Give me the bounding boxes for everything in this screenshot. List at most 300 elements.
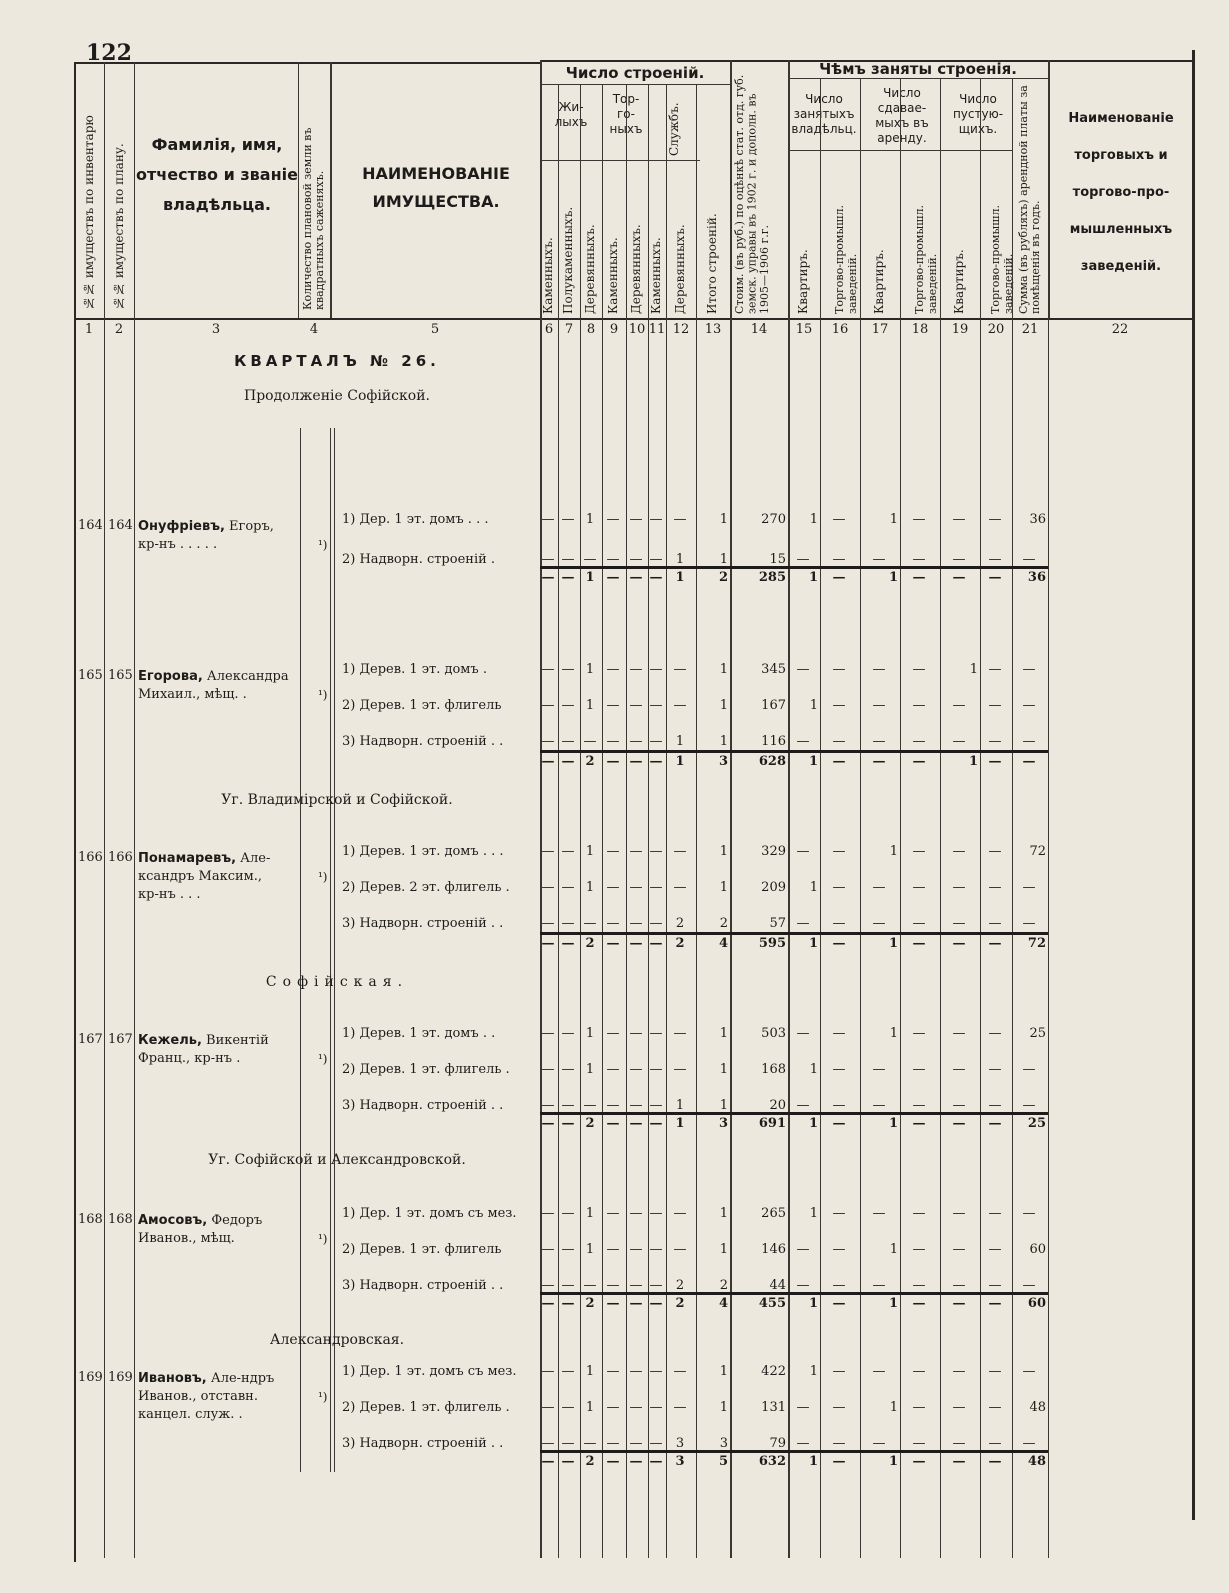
cell-col17: — bbox=[872, 1062, 886, 1077]
rule bbox=[602, 84, 603, 318]
cell-col14: 131 bbox=[761, 1400, 786, 1415]
cell-col11: — bbox=[649, 1296, 663, 1311]
cell-col18: — bbox=[912, 662, 926, 677]
cell-col18: — bbox=[912, 570, 926, 585]
item-label: 3) Надворн. строеній . . bbox=[342, 1278, 504, 1293]
cell-col7: — bbox=[561, 1062, 575, 1077]
sub-service-header: Службъ. bbox=[667, 102, 681, 156]
cell-col12: 1 bbox=[675, 754, 685, 769]
cell-col11: — bbox=[649, 1098, 663, 1113]
rule bbox=[134, 62, 135, 318]
cell-col8: 1 bbox=[585, 512, 595, 527]
cell-col20: — bbox=[988, 844, 1002, 859]
cell-col15: — bbox=[796, 1278, 810, 1293]
cell-col14: 503 bbox=[761, 1026, 786, 1041]
cell-col13: 1 bbox=[719, 1026, 728, 1041]
cell-col13: 1 bbox=[719, 698, 728, 713]
cell-col9: — bbox=[606, 1062, 620, 1077]
cell-col17: — bbox=[872, 1436, 886, 1451]
cell-col14: 265 bbox=[761, 1206, 786, 1221]
cell-col16: — bbox=[832, 916, 846, 931]
cell-col14: 285 bbox=[758, 570, 786, 585]
cell-col6: — bbox=[541, 880, 555, 895]
cell-col12: 1 bbox=[675, 734, 685, 749]
rule bbox=[626, 84, 627, 318]
cell-col8: 1 bbox=[585, 1062, 595, 1077]
owner-name bbox=[138, 1370, 298, 1424]
cell-col8: 1 bbox=[585, 662, 595, 677]
cell-col6: — bbox=[541, 1436, 555, 1451]
cell-col16: — bbox=[832, 698, 846, 713]
cell-col14: 209 bbox=[761, 880, 786, 895]
cell-col19: 1 bbox=[968, 754, 978, 769]
inventory-number: 165 bbox=[78, 668, 103, 683]
cell-col12: 3 bbox=[675, 1436, 685, 1451]
cell-col7: — bbox=[561, 570, 575, 585]
cell-col7: — bbox=[561, 936, 575, 951]
owner-surname: Кежель, bbox=[138, 1033, 202, 1048]
cell-col15: — bbox=[796, 916, 810, 931]
cell-col14: 79 bbox=[769, 1436, 786, 1451]
cell-col18: — bbox=[912, 1026, 926, 1041]
item-label: 2) Дерев. 1 эт. флигель . bbox=[342, 1062, 510, 1077]
rule bbox=[788, 78, 1048, 79]
col21-header: Сумма (въ рубляхъ) арендной платы за помѣщенія въ годъ. bbox=[1017, 85, 1042, 314]
col12-header: Деревянныхъ. bbox=[673, 224, 687, 314]
cell-col18: — bbox=[912, 1454, 926, 1469]
cell-col21: 48 bbox=[1027, 1454, 1046, 1469]
cell-col6: — bbox=[541, 570, 555, 585]
cell-col6: — bbox=[541, 1296, 555, 1311]
cell-col11: — bbox=[649, 1062, 663, 1077]
cell-col20: — bbox=[988, 1278, 1002, 1293]
cell-col13: 3 bbox=[718, 1116, 728, 1131]
item-label: 1) Дерев. 1 эт. домъ . . . bbox=[342, 844, 504, 859]
cell-col11: — bbox=[649, 1364, 663, 1379]
cell-col9: — bbox=[606, 754, 620, 769]
section-heading: Уг. Софійской и Александровской. bbox=[208, 1152, 466, 1168]
cell-col11: — bbox=[649, 936, 663, 951]
cell-col14: 116 bbox=[761, 734, 786, 749]
cell-col16: — bbox=[832, 1026, 846, 1041]
rule bbox=[980, 78, 981, 318]
cell-col19: — bbox=[952, 1242, 966, 1257]
rule bbox=[334, 760, 335, 954]
cell-col13: 1 bbox=[719, 880, 728, 895]
owner-name-rest: Але-ндръ bbox=[206, 1371, 275, 1386]
cell-col7: — bbox=[561, 880, 575, 895]
col3-header-line: Фамилія, имя, bbox=[151, 135, 283, 154]
cell-col11: — bbox=[649, 1278, 663, 1293]
col2-header: №№ имуществъ по плану. bbox=[112, 143, 126, 310]
cell-col17: 1 bbox=[889, 512, 898, 527]
cell-col20: — bbox=[988, 552, 1002, 567]
cell-col7: — bbox=[561, 1116, 575, 1131]
cell-col21: 48 bbox=[1029, 1400, 1046, 1415]
cell-col11: — bbox=[649, 1206, 663, 1221]
cell-col7: — bbox=[561, 1026, 575, 1041]
cell-col10: — bbox=[629, 754, 643, 769]
cell-col15: 1 bbox=[809, 1206, 818, 1221]
cell-col7: — bbox=[561, 734, 575, 749]
owner-name bbox=[138, 1212, 298, 1248]
cell-col12: — bbox=[673, 1364, 687, 1379]
cell-col9: — bbox=[606, 512, 620, 527]
cell-col21: — bbox=[1022, 1206, 1036, 1221]
cell-col8: 2 bbox=[585, 754, 595, 769]
col6-header: Каменныхъ. bbox=[541, 237, 555, 314]
item-label: 3) Надворн. строеній . . bbox=[342, 916, 504, 931]
cell-col8: — bbox=[583, 1436, 597, 1451]
owner-name bbox=[138, 668, 298, 704]
cell-col16: — bbox=[832, 754, 846, 769]
cell-col17: — bbox=[872, 916, 886, 931]
item-label: 2) Надворн. строеній . bbox=[342, 552, 496, 567]
cell-col9: — bbox=[606, 844, 620, 859]
item-label: 1) Дерев. 1 эт. домъ . bbox=[342, 662, 487, 677]
cell-col6: — bbox=[541, 936, 555, 951]
cell-col19: — bbox=[952, 1278, 966, 1293]
cell-col6: — bbox=[541, 1098, 555, 1113]
cell-col9: — bbox=[606, 1364, 620, 1379]
col3-header-line: отчество и званіе bbox=[136, 165, 298, 184]
cell-col10: — bbox=[629, 1206, 643, 1221]
plan-number: 168 bbox=[108, 1212, 133, 1227]
item-label: 1) Дер. 1 эт. домъ . . . bbox=[342, 512, 489, 527]
col8-header: Деревянныхъ. bbox=[583, 224, 597, 314]
header-bottom-rule bbox=[74, 318, 1194, 320]
cell-col16: — bbox=[832, 1454, 846, 1469]
owner-name bbox=[138, 1032, 298, 1068]
rule bbox=[940, 78, 941, 318]
cell-col10: — bbox=[629, 1062, 643, 1077]
cell-col6: — bbox=[541, 1454, 555, 1469]
cell-col10: — bbox=[629, 844, 643, 859]
cell-col11: — bbox=[649, 1242, 663, 1257]
item-label: 2) Дерев. 2 эт. флигель . bbox=[342, 880, 510, 895]
cell-col16: — bbox=[832, 1278, 846, 1293]
plan-number: 164 bbox=[108, 518, 133, 533]
column-number: 6 bbox=[544, 322, 554, 337]
cell-col16: — bbox=[832, 570, 846, 585]
cell-col14: 167 bbox=[761, 698, 786, 713]
cell-col20: — bbox=[988, 698, 1002, 713]
cell-col13: 3 bbox=[719, 1436, 728, 1451]
cell-col14: 20 bbox=[769, 1098, 786, 1113]
sub-owner-header: Число занятыхъ владѣльц. bbox=[791, 92, 857, 136]
cell-col9: — bbox=[606, 1206, 620, 1221]
cell-col17: 1 bbox=[889, 1242, 898, 1257]
cell-col9: — bbox=[606, 570, 620, 585]
rule bbox=[300, 428, 301, 588]
cell-col13: 2 bbox=[719, 916, 728, 931]
column-number: 7 bbox=[564, 322, 574, 337]
cell-col16: — bbox=[832, 880, 846, 895]
cell-col8: — bbox=[583, 552, 597, 567]
cell-col8: 1 bbox=[585, 698, 595, 713]
cell-col13: 1 bbox=[719, 1242, 728, 1257]
cell-col21: 60 bbox=[1029, 1242, 1046, 1257]
plan-number: 166 bbox=[108, 850, 133, 865]
cell-col11: — bbox=[649, 916, 663, 931]
plan-number: 169 bbox=[108, 1370, 133, 1385]
cell-col9: — bbox=[606, 916, 620, 931]
owner-surname: Ивановъ, bbox=[138, 1371, 207, 1386]
cell-col6: — bbox=[541, 1364, 555, 1379]
cell-col15: 1 bbox=[808, 936, 818, 951]
cell-col17: — bbox=[872, 552, 886, 567]
cell-col17: 1 bbox=[888, 1116, 898, 1131]
cell-col7: — bbox=[561, 662, 575, 677]
cell-col6: — bbox=[541, 662, 555, 677]
cell-col15: 1 bbox=[808, 1454, 818, 1469]
cell-col16: — bbox=[832, 1098, 846, 1113]
cell-col9: — bbox=[606, 1454, 620, 1469]
cell-col21: 36 bbox=[1029, 512, 1046, 527]
cell-col8: — bbox=[583, 1098, 597, 1113]
cell-col9: — bbox=[606, 662, 620, 677]
cell-col14: 57 bbox=[769, 916, 786, 931]
col22-header-line: мышленныхъ bbox=[1069, 222, 1173, 237]
cell-col8: 1 bbox=[585, 880, 595, 895]
rule bbox=[558, 84, 559, 318]
rule bbox=[300, 942, 301, 1134]
cell-col8: 2 bbox=[585, 1454, 595, 1469]
cell-col9: — bbox=[606, 1098, 620, 1113]
rule bbox=[300, 760, 301, 954]
cell-col8: 2 bbox=[585, 1296, 595, 1311]
cell-col8: 2 bbox=[585, 936, 595, 951]
cell-col11: — bbox=[649, 552, 663, 567]
rule bbox=[298, 62, 299, 318]
cell-col18: — bbox=[912, 880, 926, 895]
col22-header-line: торговыхъ и bbox=[1074, 148, 1168, 163]
cell-col8: — bbox=[583, 1278, 597, 1293]
owner-title: кр-нъ . . . bbox=[138, 887, 201, 902]
cell-col7: — bbox=[561, 844, 575, 859]
column-number: 18 bbox=[911, 322, 929, 337]
cell-col13: 4 bbox=[718, 936, 728, 951]
cell-col14: 455 bbox=[758, 1296, 786, 1311]
item-label: 2) Дерев. 1 эт. флигель bbox=[342, 1242, 502, 1257]
rule bbox=[330, 942, 331, 1134]
cell-col12: — bbox=[673, 512, 687, 527]
cell-col19: — bbox=[952, 1296, 966, 1311]
col18-header: Торгово-промышл. заведеній. bbox=[913, 205, 939, 314]
cell-col21: — bbox=[1022, 662, 1036, 677]
cell-col14: 691 bbox=[758, 1116, 786, 1131]
rule bbox=[330, 760, 331, 954]
cell-col15: 1 bbox=[808, 1296, 818, 1311]
cell-col18: — bbox=[912, 916, 926, 931]
cell-col8: 1 bbox=[585, 1364, 595, 1379]
cell-col19: — bbox=[952, 512, 966, 527]
cell-col13: 1 bbox=[719, 552, 728, 567]
cell-col18: — bbox=[912, 936, 926, 951]
kvartal-title: КВАРТАЛЪ № 26. bbox=[234, 352, 440, 370]
cell-col19: — bbox=[952, 1364, 966, 1379]
col22-header bbox=[1050, 100, 1192, 285]
owner-name-rest: Але- bbox=[236, 851, 271, 866]
col20-header: Торгово-промышл. заведеній. bbox=[989, 205, 1015, 314]
cell-col11: — bbox=[649, 1454, 663, 1469]
cell-col13: 1 bbox=[719, 1098, 728, 1113]
cell-col17: 1 bbox=[889, 844, 898, 859]
cell-col15: — bbox=[796, 1242, 810, 1257]
cell-col20: — bbox=[988, 1364, 1002, 1379]
col9-header: Каменныхъ. bbox=[606, 237, 620, 314]
cell-col9: — bbox=[606, 552, 620, 567]
rule bbox=[334, 578, 335, 772]
cell-col10: — bbox=[629, 1454, 643, 1469]
section-heading: Софійская. bbox=[265, 974, 409, 990]
cell-col17: 1 bbox=[889, 1026, 898, 1041]
rule bbox=[666, 84, 667, 318]
cell-col16: — bbox=[832, 1296, 846, 1311]
cell-col15: 1 bbox=[808, 754, 818, 769]
cell-col18: — bbox=[912, 1278, 926, 1293]
cell-col20: — bbox=[988, 734, 1002, 749]
sub-living-header: Жи- лыхъ bbox=[554, 100, 588, 129]
item-label: 1) Дер. 1 эт. домъ съ мез. bbox=[342, 1206, 517, 1221]
cell-col13: 1 bbox=[719, 1364, 728, 1379]
total-rule bbox=[540, 932, 1048, 935]
section-heading: Продолженіе Софійской. bbox=[244, 388, 430, 404]
cell-col7: — bbox=[561, 1364, 575, 1379]
column-number: 3 bbox=[211, 322, 221, 337]
cell-col8: 2 bbox=[585, 1116, 595, 1131]
cell-col9: — bbox=[606, 1436, 620, 1451]
item-label: 2) Дерев. 1 эт. флигель bbox=[342, 698, 502, 713]
cell-col20: — bbox=[988, 1400, 1002, 1415]
cell-col20: — bbox=[988, 936, 1002, 951]
cell-col18: — bbox=[912, 698, 926, 713]
footnote-mark: ¹) bbox=[318, 1390, 328, 1404]
cell-col6: — bbox=[541, 698, 555, 713]
cell-col16: — bbox=[832, 734, 846, 749]
cell-col21: — bbox=[1022, 754, 1036, 769]
cell-col7: — bbox=[561, 754, 575, 769]
col15-header: Квартиръ. bbox=[796, 249, 810, 314]
rule bbox=[820, 78, 821, 318]
owner-title: канцел. служ. . bbox=[138, 1407, 243, 1422]
sub-rent-header: Число сдавае- мыхъ въ аренду. bbox=[875, 86, 929, 145]
owner-title: кр-нъ . . . . . bbox=[138, 537, 218, 552]
cell-col14: 632 bbox=[758, 1454, 786, 1469]
cell-col10: — bbox=[629, 1242, 643, 1257]
cell-col15: 1 bbox=[808, 570, 818, 585]
cell-col19: — bbox=[952, 1436, 966, 1451]
owner-title: ксандръ Максим., bbox=[138, 869, 263, 884]
cell-col17: 1 bbox=[888, 1296, 898, 1311]
cell-col13: 2 bbox=[718, 570, 728, 585]
cell-col16: — bbox=[832, 844, 846, 859]
cell-col17: — bbox=[872, 1278, 886, 1293]
col10-header: Деревянныхъ. bbox=[629, 224, 643, 314]
cell-col16: — bbox=[832, 1400, 846, 1415]
cell-col20: — bbox=[988, 880, 1002, 895]
footnote-mark: ¹) bbox=[318, 1052, 328, 1066]
cell-col6: — bbox=[541, 754, 555, 769]
cell-col13: 1 bbox=[719, 512, 728, 527]
cell-col11: — bbox=[649, 698, 663, 713]
cell-col11: — bbox=[649, 754, 663, 769]
cell-col12: — bbox=[673, 1026, 687, 1041]
column-number: 1 bbox=[84, 322, 94, 337]
col5-header-line: НАИМЕНОВАНІЕ bbox=[362, 164, 510, 183]
column-number: 5 bbox=[430, 322, 440, 337]
cell-col20: — bbox=[988, 1062, 1002, 1077]
col14-header: Стоим. (въ руб.) по оцѣнкѣ стат. отд. губ. земск. управы въ 1902 г. и дополн. въ 1905—1906 г.г. bbox=[733, 74, 771, 314]
col17-header: Квартиръ. bbox=[872, 249, 886, 314]
cell-col15: — bbox=[796, 662, 810, 677]
cell-col9: — bbox=[606, 1026, 620, 1041]
column-number: 10 bbox=[628, 322, 646, 337]
cell-col6: — bbox=[541, 1206, 555, 1221]
cell-col7: — bbox=[561, 512, 575, 527]
cell-col18: — bbox=[912, 734, 926, 749]
col3-header-line: владѣльца. bbox=[163, 195, 271, 214]
cell-col21: — bbox=[1022, 1436, 1036, 1451]
page-number: 122 bbox=[86, 40, 132, 66]
cell-col16: — bbox=[832, 552, 846, 567]
cell-col18: — bbox=[912, 754, 926, 769]
cell-col8: — bbox=[583, 734, 597, 749]
cell-col14: 44 bbox=[769, 1278, 786, 1293]
cell-col20: — bbox=[988, 1206, 1002, 1221]
cell-col17: — bbox=[872, 880, 886, 895]
cell-col15: — bbox=[796, 552, 810, 567]
cell-col16: — bbox=[832, 1062, 846, 1077]
cell-col13: 3 bbox=[718, 754, 728, 769]
cell-col9: — bbox=[606, 1116, 620, 1131]
cell-col15: — bbox=[796, 1098, 810, 1113]
cell-col19: — bbox=[952, 1026, 966, 1041]
cell-col20: — bbox=[988, 1454, 1002, 1469]
cell-col9: — bbox=[606, 936, 620, 951]
cell-col21: 72 bbox=[1027, 936, 1046, 951]
column-number: 14 bbox=[750, 322, 768, 337]
cell-col21: 60 bbox=[1027, 1296, 1046, 1311]
cell-col10: — bbox=[629, 662, 643, 677]
cell-col13: 2 bbox=[719, 1278, 728, 1293]
owner-name-rest: Александра bbox=[202, 669, 289, 684]
cell-col8: 1 bbox=[585, 1400, 595, 1415]
cell-col15: 1 bbox=[809, 1062, 818, 1077]
cell-col10: — bbox=[629, 936, 643, 951]
inventory-number: 169 bbox=[78, 1370, 103, 1385]
cell-col10: — bbox=[629, 570, 643, 585]
rule bbox=[334, 1280, 335, 1472]
cell-col7: — bbox=[561, 1098, 575, 1113]
cell-col8: 1 bbox=[585, 844, 595, 859]
cell-col21: 25 bbox=[1029, 1026, 1046, 1041]
owner-name bbox=[138, 850, 298, 904]
cell-col20: — bbox=[988, 1242, 1002, 1257]
cell-col19: — bbox=[952, 936, 966, 951]
cell-col17: — bbox=[872, 1098, 886, 1113]
cell-col14: 422 bbox=[761, 1364, 786, 1379]
cell-col16: — bbox=[832, 1436, 846, 1451]
rule bbox=[540, 160, 700, 161]
cell-col9: — bbox=[606, 1296, 620, 1311]
cell-col10: — bbox=[629, 1400, 643, 1415]
rule bbox=[1012, 78, 1013, 318]
cell-col19: 1 bbox=[969, 662, 978, 677]
column-number: 2 bbox=[114, 322, 124, 337]
cell-col20: — bbox=[988, 1436, 1002, 1451]
col5-header-line: ИМУЩЕСТВА. bbox=[372, 192, 500, 211]
